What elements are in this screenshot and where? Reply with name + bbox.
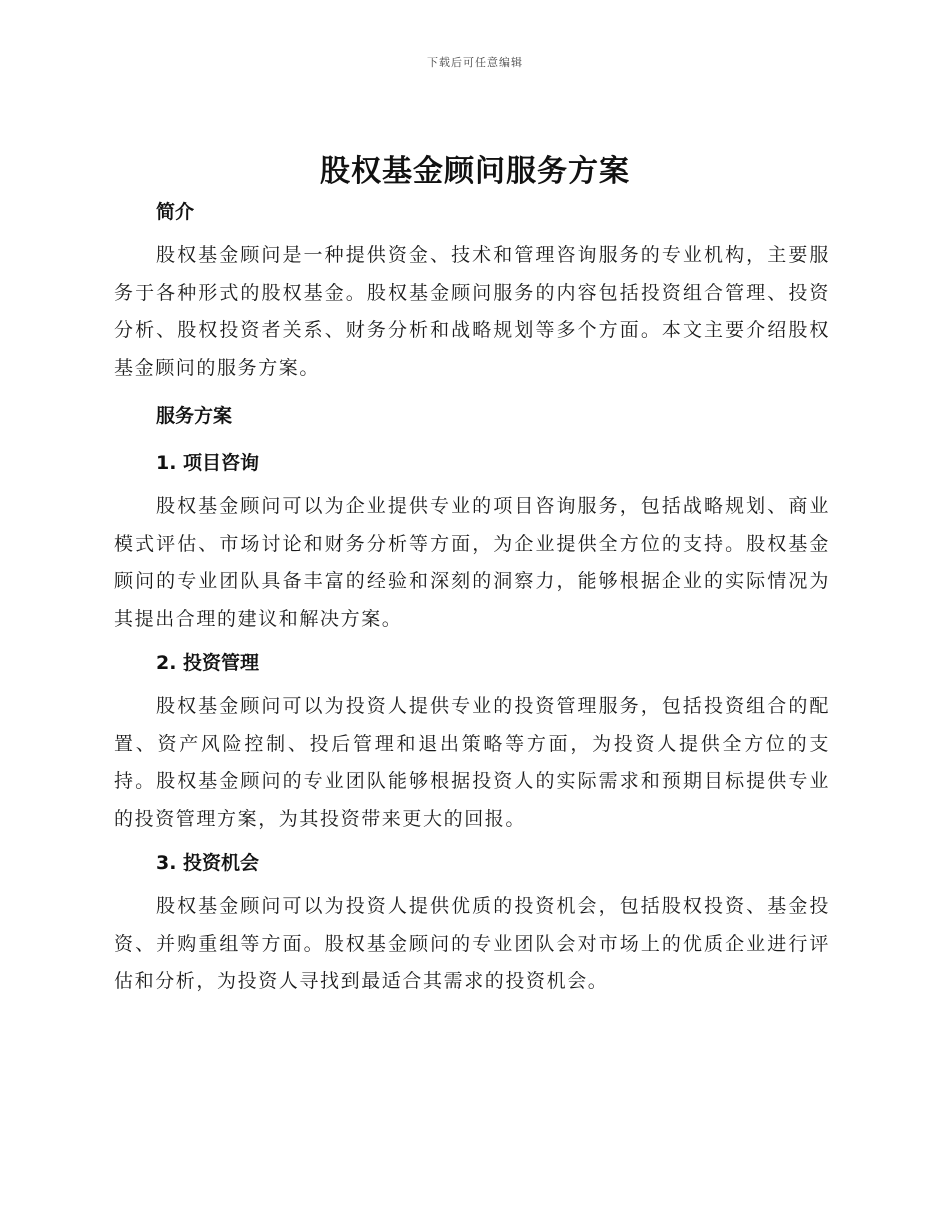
services-heading: 服务方案: [156, 405, 233, 427]
document-body: [114, 194, 830, 1008]
intro-paragraph: 股权基金顾问是一种提供资金、技术和管理咨询服务的专业机构，主要服务于各种形式的股权基金。股权基金顾问服务的内容包括投资组合管理、投资分析、股权投资者关系、财务分析和战略规划等多个方面。本文主要介绍股权基金顾问的服务方案。: [114, 244, 830, 379]
service-paragraph-investment-management: 股权基金顾问可以为投资人提供专业的投资管理服务，包括投资组合的配置、资产风险控制、投后管理和退出策略等方面，为投资人提供全方位的支持。股权基金顾问的专业团队能够根据投资人的实际需求和预期目标提供专业的投资管理方案，为其投资带来更大的回报。: [114, 695, 830, 830]
intro-heading: 简介: [156, 201, 195, 223]
service-heading-investment-opportunities: 3. 投资机会: [156, 852, 260, 874]
service-heading-project-consulting: 1. 项目咨询: [156, 452, 260, 474]
service-heading-investment-management: 2. 投资管理: [156, 652, 260, 674]
header-note: 下载后可任意编辑: [427, 56, 523, 69]
service-paragraph-project-consulting: 股权基金顾问可以为企业提供专业的项目咨询服务，包括战略规划、商业模式评估、市场讨论和财务分析等方面，为企业提供全方位的支持。股权基金顾问的专业团队具备丰富的经验和深刻的洞察力，能够根据企业的实际情况为其提出合理的建议和解决方案。: [114, 495, 830, 630]
document-title: 股权基金顾问服务方案: [320, 154, 630, 189]
service-paragraph-investment-opportunities: 股权基金顾问可以为投资人提供优质的投资机会，包括股权投资、基金投资、并购重组等方面。股权基金顾问的专业团队会对市场上的优质企业进行评估和分析，为投资人寻找到最适合其需求的投资机会。: [114, 895, 830, 992]
